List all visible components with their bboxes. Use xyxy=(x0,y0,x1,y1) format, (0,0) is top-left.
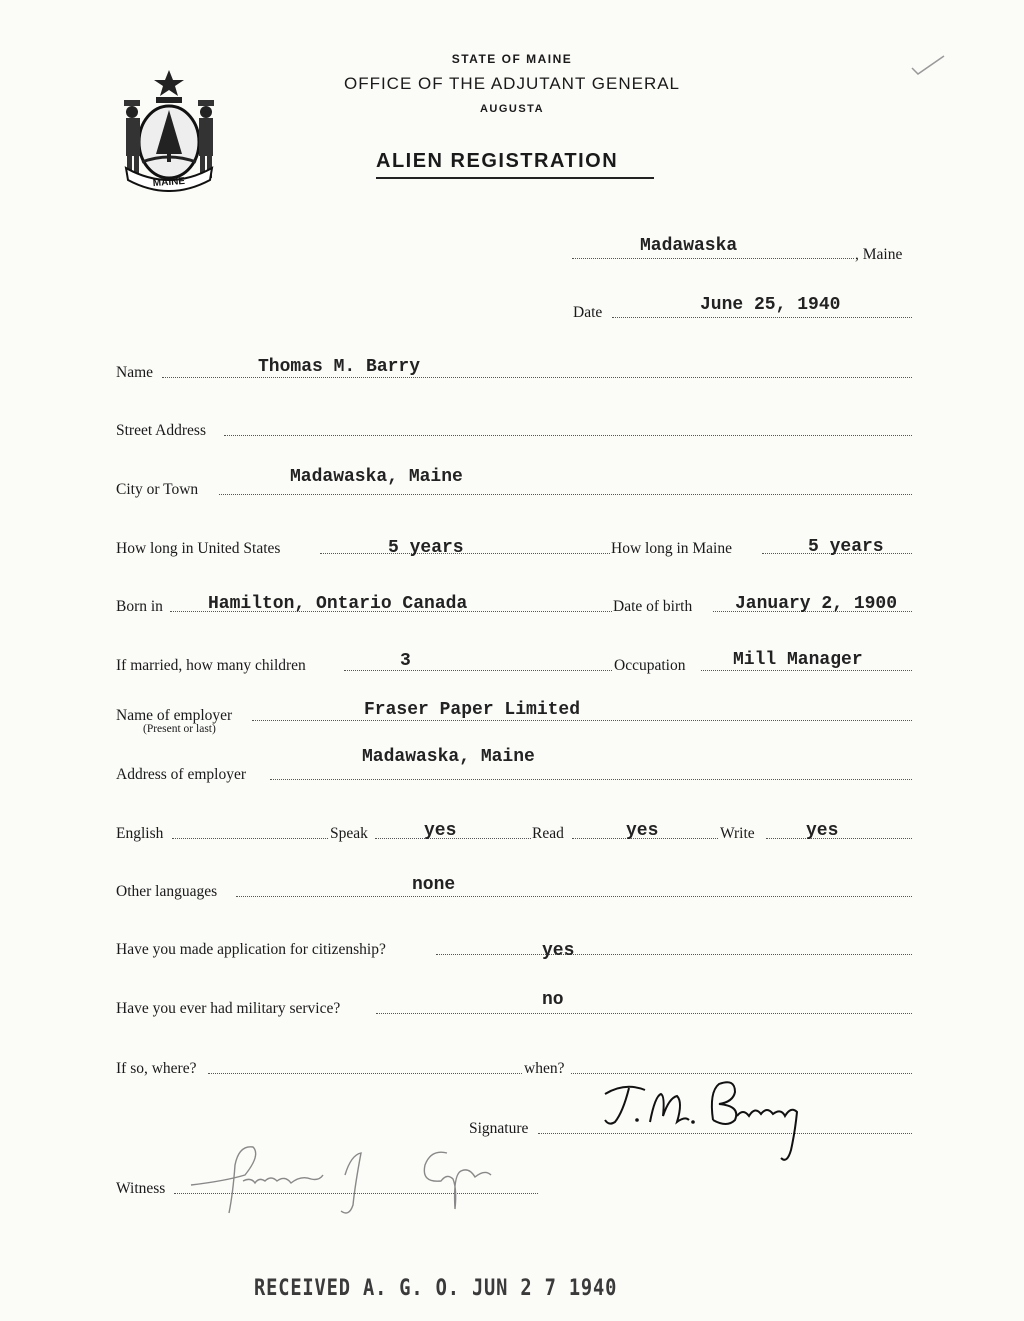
witness-label: Witness xyxy=(116,1180,166,1197)
occupation-line xyxy=(701,670,912,671)
header-office: OFFICE OF THE ADJUTANT GENERAL xyxy=(343,74,681,93)
date-line xyxy=(612,317,912,318)
date-of-birth-value: January 2, 1900 xyxy=(735,594,898,614)
how-long-maine-label: How long in Maine xyxy=(611,540,732,557)
write-line xyxy=(766,838,912,839)
employer-address-value: Madawaska, Maine xyxy=(362,747,535,767)
street-address-label: Street Address xyxy=(116,422,206,439)
how-long-us-value: 5 years xyxy=(388,538,464,558)
military-value: no xyxy=(542,990,564,1010)
read-label: Read xyxy=(532,825,564,842)
write-value: yes xyxy=(806,821,839,841)
occupation-label: Occupation xyxy=(614,657,686,674)
seal-banner-text: MAINE xyxy=(152,175,186,190)
date-value: June 25, 1940 xyxy=(700,295,841,315)
children-line xyxy=(344,670,612,671)
title-underline xyxy=(376,177,654,179)
town-line xyxy=(572,258,854,259)
read-value: yes xyxy=(626,821,659,841)
born-in-label: Born in xyxy=(116,598,163,615)
how-long-us-label: How long in United States xyxy=(116,540,281,557)
when-label: when? xyxy=(524,1060,565,1077)
witness-signature-handwriting xyxy=(185,1135,505,1220)
children-label: If married, how many children xyxy=(116,657,306,674)
children-value: 3 xyxy=(400,651,411,671)
signature-label: Signature xyxy=(469,1120,529,1137)
speak-label: Speak xyxy=(330,825,368,842)
town-value: Madawaska xyxy=(640,236,738,256)
street-address-line xyxy=(224,435,912,436)
how-long-maine-value: 5 years xyxy=(808,537,884,557)
city-line xyxy=(219,494,912,495)
town-state-suffix: , Maine xyxy=(855,246,903,263)
speak-value: yes xyxy=(424,821,457,841)
signature-handwriting xyxy=(595,1072,820,1167)
citizenship-label: Have you made application for citizenship? xyxy=(116,941,386,958)
name-line xyxy=(162,377,912,378)
header-city: AUGUSTA xyxy=(479,103,545,115)
city-value: Madawaska, Maine xyxy=(290,467,463,487)
employer-label: Name of employer xyxy=(116,707,233,724)
born-in-value: Hamilton, Ontario Canada xyxy=(208,594,468,614)
date-of-birth-label: Date of birth xyxy=(613,598,693,615)
city-label: City or Town xyxy=(116,481,199,498)
english-label: English xyxy=(116,825,164,842)
name-label: Name xyxy=(116,364,154,381)
received-stamp: RECEIVED A. G. O. JUN 2 7 1940 xyxy=(254,1276,618,1301)
english-line xyxy=(172,838,328,839)
where-label: If so, where? xyxy=(116,1060,197,1077)
other-languages-label: Other languages xyxy=(116,883,218,900)
date-label: Date xyxy=(573,304,603,321)
other-languages-value: none xyxy=(412,875,456,895)
citizenship-line xyxy=(436,954,912,955)
employer-address-label: Address of employer xyxy=(116,766,246,783)
employer-sublabel: (Present or last) xyxy=(143,723,216,735)
military-line xyxy=(376,1013,912,1014)
employer-value: Fraser Paper Limited xyxy=(364,700,581,720)
name-value: Thomas M. Barry xyxy=(258,357,421,377)
where-line xyxy=(208,1073,522,1074)
how-long-us-line xyxy=(320,553,610,554)
military-label: Have you ever had military service? xyxy=(116,1000,341,1017)
write-label: Write xyxy=(720,825,755,842)
header-state: STATE OF MAINE xyxy=(451,52,573,66)
employer-line xyxy=(252,720,912,721)
form-title: ALIEN REGISTRATION xyxy=(376,150,619,172)
citizenship-value: yes xyxy=(542,941,575,961)
occupation-value: Mill Manager xyxy=(733,650,863,670)
other-languages-line xyxy=(236,896,912,897)
employer-address-line xyxy=(270,779,912,780)
